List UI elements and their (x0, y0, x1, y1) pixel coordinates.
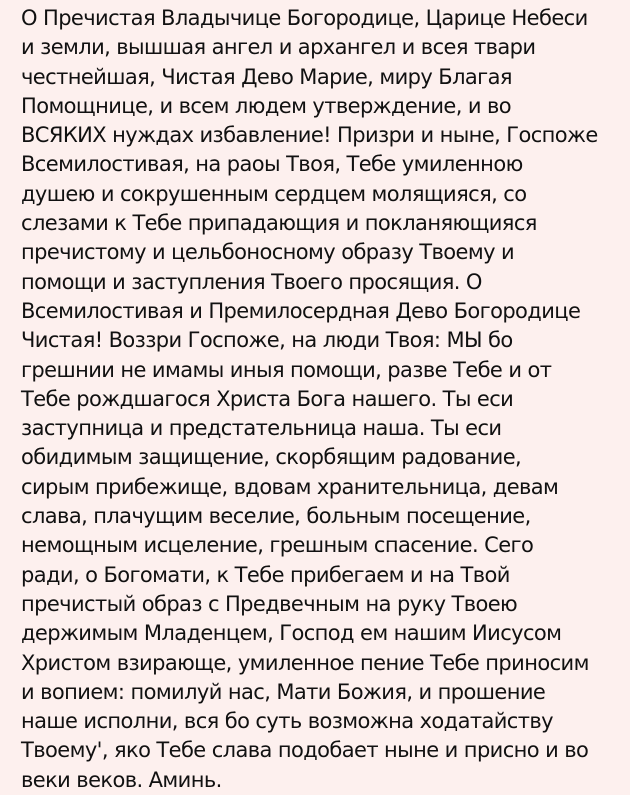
text-line: веки веков. Аминь. (21, 767, 222, 792)
text-line: ради, о Богомати, к Тебе прибегаем и на Твой (21, 562, 510, 587)
text-line: Тебе рождшагося Христа Бога нашего. Ты еси (21, 386, 514, 411)
text-line: пречистый образ с Предвечным на руку Твоею (21, 591, 518, 616)
prayer-text (21, 4, 625, 795)
text-line: держимым Младенцем, Господ ем нашим Иисусом (21, 621, 562, 646)
text-line: душею и сокрушенным сердцем молящияся, со (21, 181, 527, 206)
text-line: и вопием: помилуй нас, Мати Божия, и прошение (21, 679, 546, 704)
text-line: Всемилостивая и Премилосердная Дево Богородице (21, 298, 581, 323)
text-line: Всемилостивая, на раоы Твоя, Тебе умиленною (21, 152, 523, 177)
text-line: грешнии не имамы иныя помощи, разве Тебе и от (21, 357, 552, 382)
text-line: наше исполни, вся бо суть возможна ходатайству (21, 709, 553, 734)
text-line: Твоему', яко Тебе слава подобает ныне и присно и во (21, 738, 589, 763)
text-line: сирым прибежище, вдовам хранительница, девам (21, 474, 559, 499)
text-line: Чистая! Воззри Госпоже, на люди Твоя: МЫ бо (21, 328, 513, 353)
text-line: Помощнице, и всем людем утверждение, и во (21, 93, 512, 118)
text-line: и земли, вышшая ангел и архангел и всея твари (21, 35, 536, 60)
text-line: ВСЯКИХ нуждах избавление! Призри и ныне, Госпоже (21, 123, 598, 148)
text-line: помощи и заступления Твоего просящия. О (21, 269, 482, 294)
text-line: Христом взирающе, умиленное пение Тебе приносим (21, 650, 589, 675)
text-line: слава, плачущим веселие, больным посещение, (21, 504, 531, 529)
text-line: немощным исцеление, грешным спасение. Сего (21, 533, 534, 558)
text-line: заступница и предстательница наша. Ты еси (21, 416, 502, 441)
text-line: слезами к Тебе припадающия и покланяющияся (21, 211, 537, 236)
text-line: пречистому и цельбоносному образу Твоему и (21, 240, 515, 265)
text-line: обидимым защищение, скорбящим радование, (21, 445, 522, 470)
text-line: честнейшая, Чистая Дево Марие, миру Благая (21, 64, 512, 89)
text-line: О Пречистая Владычице Богородице, Царице Небеси (21, 6, 588, 30)
